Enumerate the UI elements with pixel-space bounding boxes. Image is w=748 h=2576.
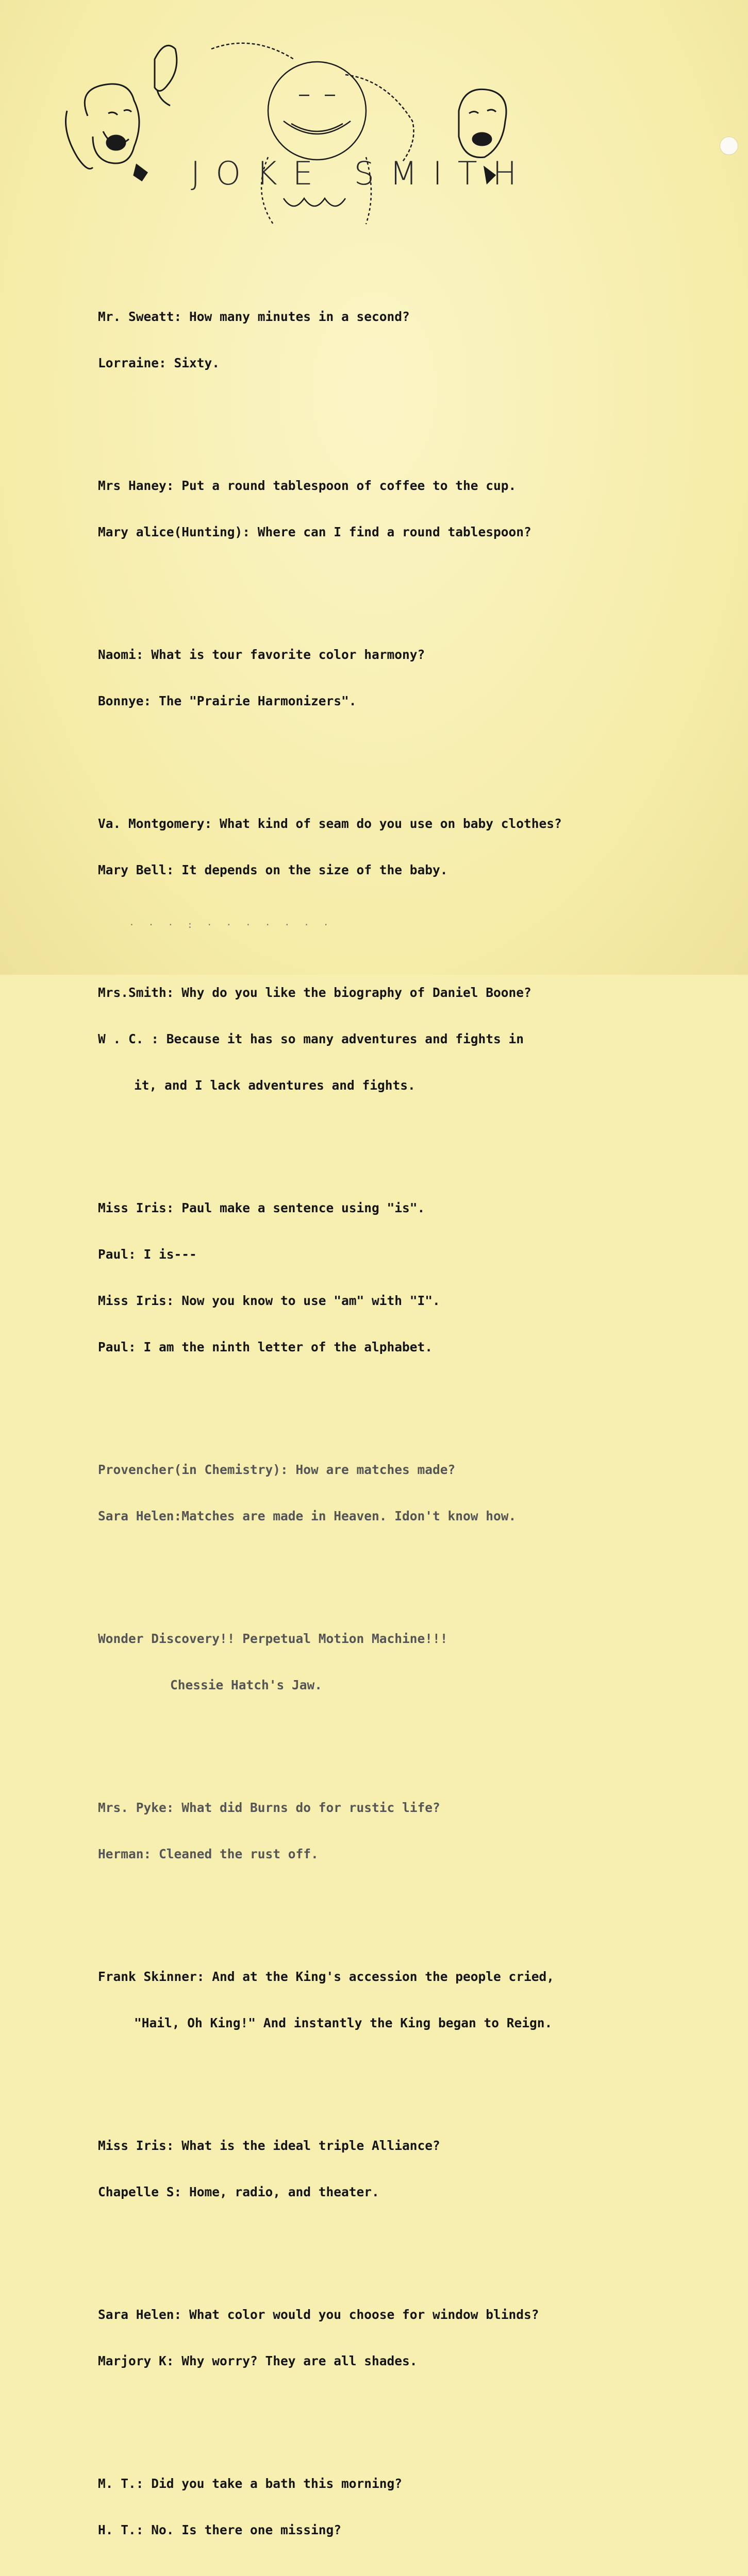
joke-line: Bonnye: The "Prairie Harmonizers". <box>98 693 357 708</box>
joke-5 <box>98 954 675 1124</box>
joke-line: Va. Montgomery: What kind of seam do you use on baby clothes? <box>98 816 562 831</box>
joke-line: Naomi: What is tour favorite color harmony? <box>98 647 425 662</box>
joke-1 <box>98 278 675 402</box>
joke-line: W . C. : Because it has so many adventures and fights in <box>98 1031 524 1046</box>
joke-line: M. T.: Did you take a bath this morning? <box>98 2476 403 2491</box>
joke-line: it, and I lack adventures and fights. <box>134 1078 415 1093</box>
joke-line: Mrs Haney: Put a round tablespoon of coffee to the cup. <box>98 478 517 493</box>
joke-9 <box>98 1769 675 1893</box>
masthead-title: JOKE SMITH <box>191 155 533 192</box>
joke-6 <box>98 1170 675 1386</box>
joke-13 <box>98 2445 675 2569</box>
joke-11 <box>98 2107 675 2231</box>
joke-line: Sara Helen:Matches are made in Heaven. Idon't know how. <box>98 1509 517 1523</box>
masthead-illustration <box>57 28 572 245</box>
joke-line: H. T.: No. Is there one missing? <box>98 2522 342 2537</box>
joke-line: Mrs. Pyke: What did Burns do for rustic life? <box>98 1800 440 1815</box>
joke-line: Sara Helen: What color would you choose for window blinds? <box>98 2307 539 2322</box>
joke-line: Paul: I am the ninth letter of the alphabet. <box>98 1340 433 1354</box>
joke-line: Lorraine: Sixty. <box>98 355 220 370</box>
clown-face-center-icon <box>211 43 414 224</box>
joke-line: "Hail, Oh King!" And instantly the King began to Reign. <box>134 2015 553 2030</box>
joke-line: Herman: Cleaned the rust off. <box>98 1846 319 1861</box>
joke-line: Chessie Hatch's Jaw. <box>170 1677 323 1692</box>
joke-2 <box>98 447 675 571</box>
joke-line: Chapelle S: Home, radio, and theater. <box>98 2184 379 2199</box>
jokes-list <box>98 247 675 2576</box>
joke-8 <box>98 1600 675 1724</box>
joke-4 <box>98 785 675 909</box>
joke-line: Mary Bell: It depends on the size of the baby. <box>98 862 448 877</box>
joke-line: Miss Iris: Paul make a sentence using "is". <box>98 1200 425 1215</box>
joke-line: Mary alice(Hunting): Where can I find a round tablespoon? <box>98 524 531 539</box>
joke-line: Provencher(in Chemistry): How are matches made? <box>98 1462 456 1477</box>
joke-line: Miss Iris: What is the ideal triple Alliance? <box>98 2138 440 2153</box>
joke-12 <box>98 2276 675 2400</box>
joke-line: Mrs.Smith: Why do you like the biography of Daniel Boone? <box>98 985 531 1000</box>
joke-3 <box>98 616 675 740</box>
illegible-footer-smudge: · · · : · · · · · · · <box>129 920 333 930</box>
joke-10 <box>98 1938 675 2062</box>
joke-line: Marjory K: Why worry? They are all shades. <box>98 2353 418 2368</box>
joke-line: Frank Skinner: And at the King's accession the people cried, <box>98 1969 555 1984</box>
joke-line: Paul: I is--- <box>98 1247 197 1262</box>
joke-7 <box>98 1431 675 1555</box>
joke-line: Wonder Discovery!! Perpetual Motion Machine!!! <box>98 1631 448 1646</box>
laughing-man-left-icon <box>66 45 177 180</box>
joke-line: Miss Iris: Now you know to use "am" with "I". <box>98 1293 440 1308</box>
joke-line: Mr. Sweatt: How many minutes in a second? <box>98 309 410 324</box>
punch-hole-top <box>720 137 738 155</box>
